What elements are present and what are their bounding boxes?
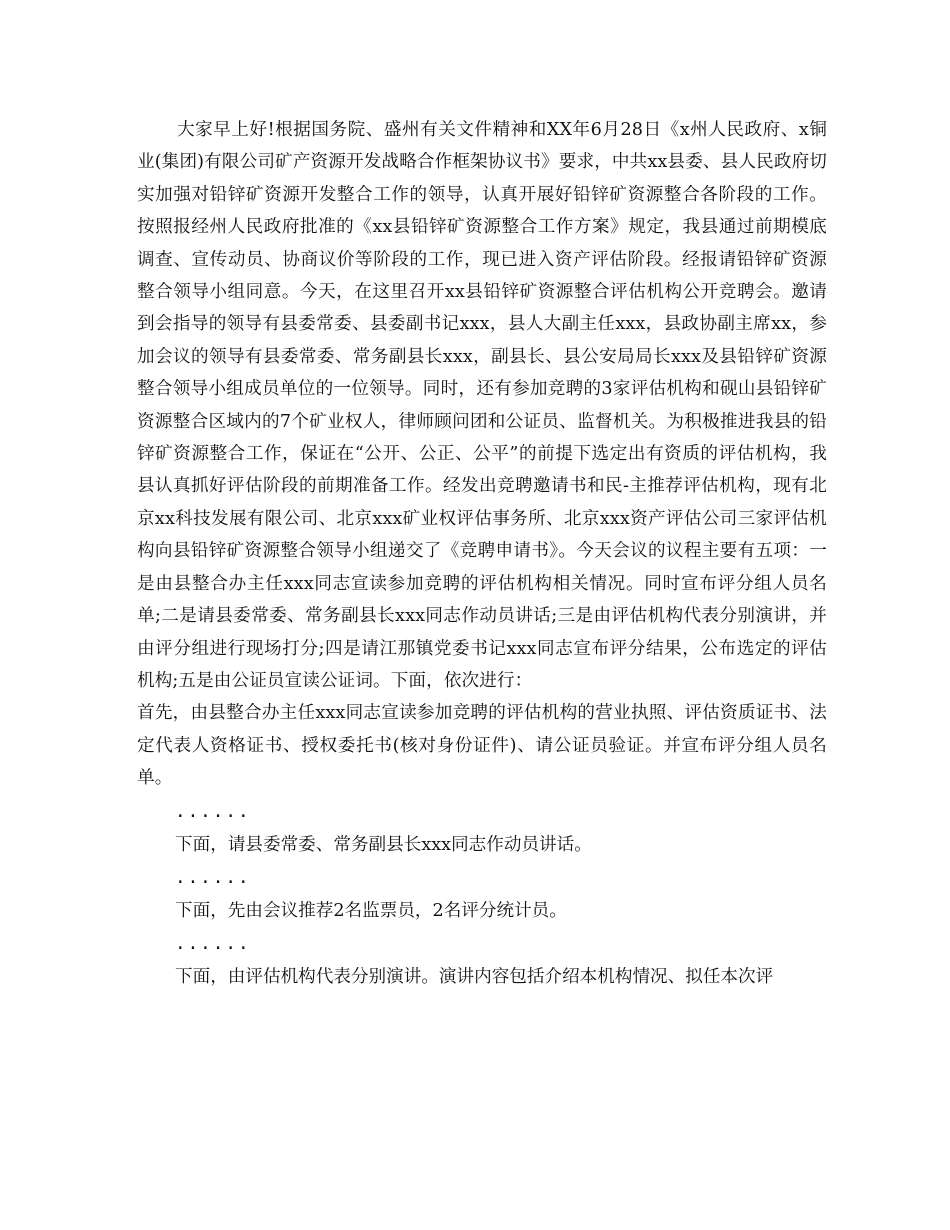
document-page — [137, 114, 827, 994]
agenda-line-presentations: 下面，由评估机构代表分别演讲。演讲内容包括介绍本机构情况、拟任本次评 — [175, 966, 774, 987]
ellipsis-separator: ...... — [175, 933, 251, 954]
agenda-line-speech: 下面，请县委常委、常务副县长xxx同志作动员讲话。 — [175, 834, 592, 855]
intro-paragraph: 大家早上好!根据国务院、盛州有关文件精神和XX年6月28日《x州人民政府、x铜业(集团)有限公司矿产资源开发战略合作框架协议书》要求，中共xx县委、县人民政府切实加强对铅锌矿资源开发整合工作的领导，认真开展好铅锌矿资源整合各阶段的工作。按照报经州人民政府批准的《xx县铅锌矿资源整合工作方案》规定，我县通过前期模底调查、宣传动员、协商议价等阶段的工作，现已进入资产评估阶段。经报请铅锌矿资源整合领导小组同意。今天，在这里召开xx县铅锌矿资源整合评估机构公开竞聘会。邀请到会指导的领导有县委常委、县委副书记xxx，县人大副主任xxx，县政协副主席xx，参加会议的领导有县委常委、常务副县长xxx，副县长、县公安局局长xxx及县铅锌矿资源整合领导小组成员单位的一位领导。同时，还有参加竞聘的3家评估机构和砚山县铅锌矿资源整合区域内的7个矿业权人，律师顾问团和公证员、监督机关。为积极推进我县的铅锌矿资源整合工作，保证在“公开、公正、公平”的前提下选定出有资质的评估机构，我县认真抓好评估阶段的前期准备工作。经发出竞聘邀请书和民-主推荐评估机构，现有北京xx科技发展有限公司、北京xxx矿业权评估事务所、北京xxx资产评估公司三家评估机构向县铅锌矿资源整合领导小组递交了《竞聘申请书》。今天会议的议程主要有五项：一是由县整合办主任xxx同志宣读参加竞聘的评估机构相关情况。同时宣布评分组人员名单;二是请县委常委、常务副县长xxx同志作动员讲话;三是由评估机构代表分别演讲，并由评分组进行现场打分;四是请江那镇党委书记xxx同志宣布评分结果，公布选定的评估机构;五是由公证员宣读公证词。下面，依次进行： — [137, 120, 827, 691]
first-step-paragraph: 首先，由县整合办主任xxx同志宣读参加竞聘的评估机构的营业执照、评估资质证书、法定代表人资格证书、授权委托书(核对身份证件)、请公证员验证。并宣布评分组人员名单。 — [137, 703, 827, 789]
ellipsis-separator: ...... — [175, 867, 251, 888]
agenda-line-monitors: 下面，先由会议推荐2名监票员，2名评分统计员。 — [175, 900, 567, 921]
ellipsis-separator: ...... — [175, 801, 251, 822]
